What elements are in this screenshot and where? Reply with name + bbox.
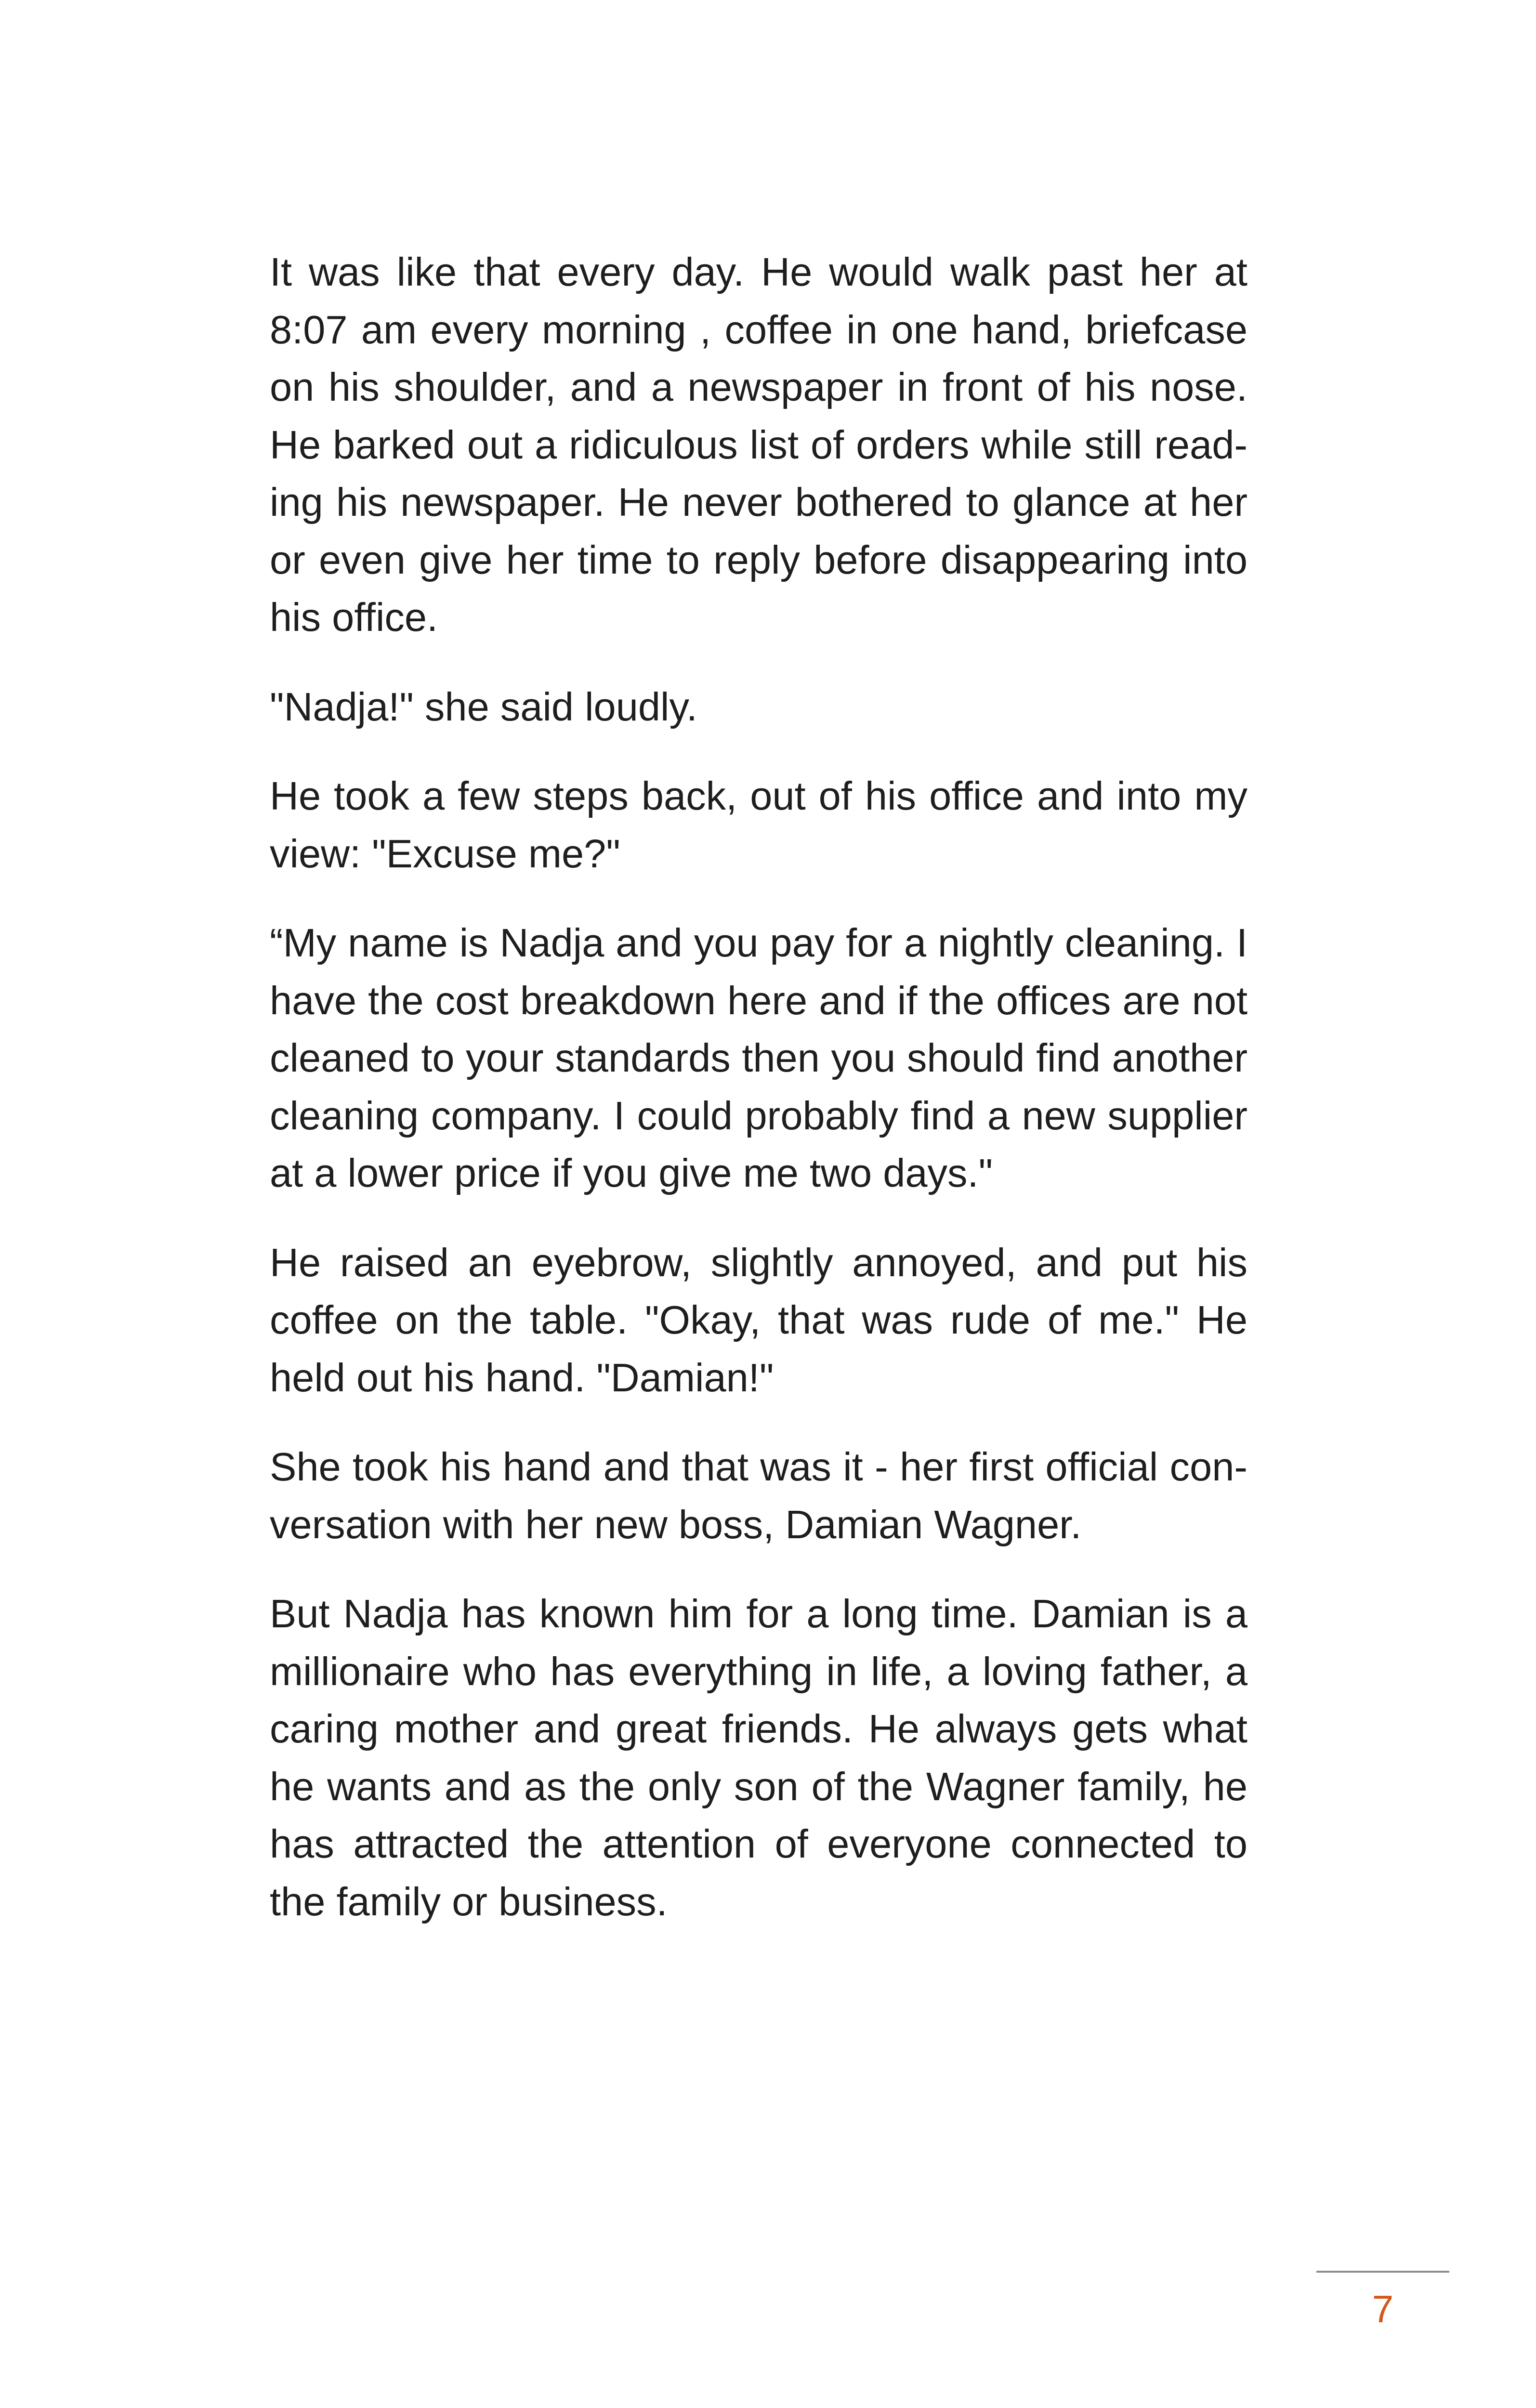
paragraph: "Nadja!" she said loudly.: [270, 684, 697, 729]
footer-divider: [1316, 2271, 1449, 2273]
paragraph: It was like that every day. He would walk past her at 8:07 am every morning , coffee in one hand, briefcase on his shoulder, and a newspaper in front of his nose. He barked out a ridiculous list of orders while still reading his newspaper. He never bothered to glance at her or even give her time to reply before disappearing into his office.: [270, 249, 1247, 640]
body-text: [270, 243, 1247, 1930]
paragraph: He raised an eyebrow, slightly annoyed, and put his coffee on the table. "Okay, that was rude of me." He held out his hand. "Damian!": [270, 1240, 1247, 1400]
paragraph: She took his hand and that was it - her first official conversation with her new boss, Damian Wagner.: [270, 1444, 1247, 1547]
paragraph: But Nadja has known him for a long time. Damian is a millionaire who has everything in life, a loving father, a caring mother and great friends. He always gets what he wants and as the only son of the Wagner family, he has attracted the attention of everyone connected to the family or business.: [270, 1591, 1247, 1924]
paragraph: “My name is Nadja and you pay for a nightly cleaning. I have the cost breakdown here and if the offices are not cleaned to your standards then you should find another cleaning company. I could probably find a new supplier at a lower price if you give me two days.": [270, 920, 1247, 1195]
page-number: 7: [1372, 2288, 1394, 2330]
paragraph: He took a few steps back, out of his office and into my view: "Excuse me?": [270, 773, 1247, 876]
